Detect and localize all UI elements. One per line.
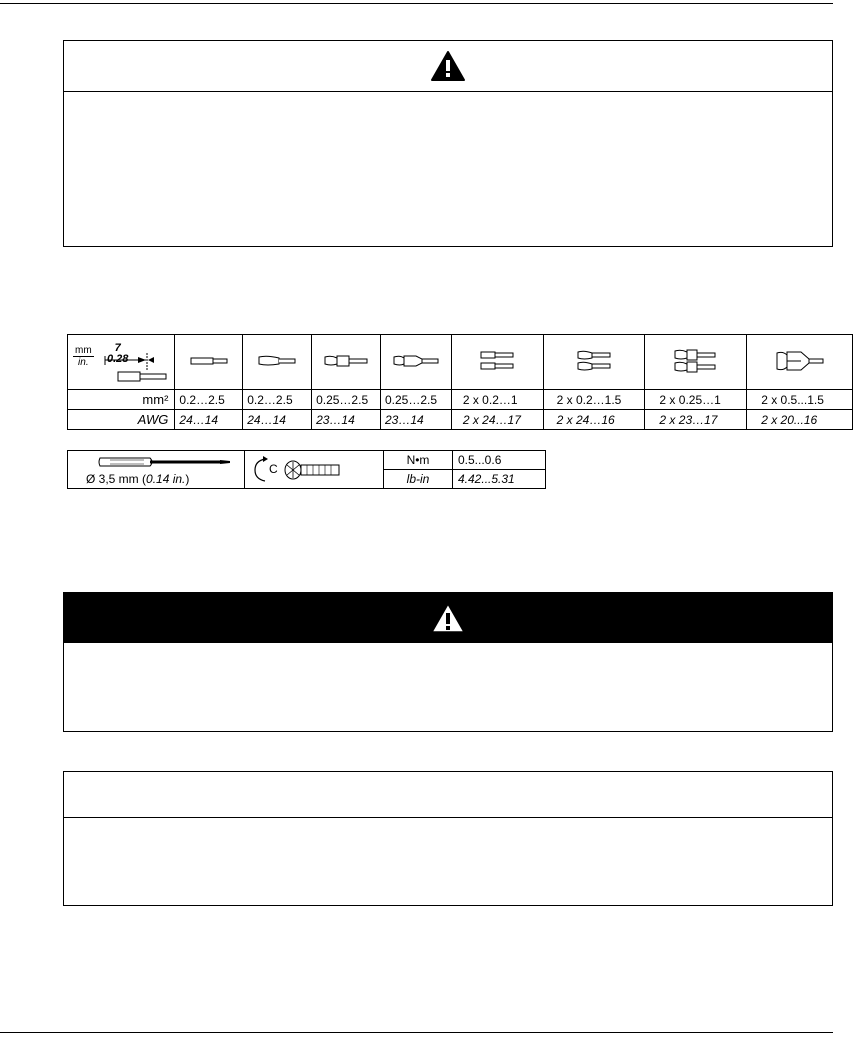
solid-wire-icon <box>189 355 229 367</box>
twin-ferrule-icon <box>775 349 825 373</box>
unit-in-label: in. <box>78 357 89 368</box>
wiring-specification-table <box>67 334 853 430</box>
mm2-cell: 0.25…2.5 <box>312 390 381 410</box>
wire-type-row <box>68 335 853 390</box>
awg-cell: 23…14 <box>312 410 381 430</box>
screwdriver-inch-size: 0.14 in. <box>146 472 186 486</box>
screwdriver-cell <box>68 451 245 489</box>
mm2-cell: 0.25…2.5 <box>380 390 451 410</box>
insulated-ferrule-cell <box>380 335 451 390</box>
hazard-box-header <box>64 593 832 643</box>
screwdriver-metric-size: Ø 3,5 mm ( <box>86 472 147 486</box>
ferrule-wire-cell <box>312 335 381 390</box>
solid-wire-cell <box>175 335 243 390</box>
screwdriver-size-suffix: ) <box>185 472 190 486</box>
top-rule <box>0 3 833 4</box>
insulated-ferrule-icon <box>392 353 440 369</box>
mm2-cell: 2 x 0.25…1 <box>645 390 747 410</box>
strip-length-in: 0.28 <box>107 353 129 365</box>
ferrule-wire-icon <box>323 353 369 369</box>
double-ferrule-cell <box>645 335 747 390</box>
double-solid-wire-icon <box>477 350 517 372</box>
awg-row <box>68 410 853 430</box>
awg-cell: 2 x 20...16 <box>747 410 853 430</box>
notice-box-header <box>64 772 832 818</box>
awg-cell: 24…14 <box>243 410 312 430</box>
screwdriver-size-label <box>86 472 189 486</box>
double-ferrule-icon <box>673 348 719 374</box>
mm2-cell: 2 x 0.2…1 <box>451 390 543 410</box>
double-solid-wire-cell <box>451 335 543 390</box>
tool-torque-table <box>67 450 546 489</box>
notice-box <box>63 771 833 906</box>
awg-cell: 2 x 23…17 <box>645 410 747 430</box>
strip-length-mm: 7 <box>114 342 121 354</box>
torque-unit-metric: N•m <box>384 451 453 470</box>
strip-length-icon <box>68 335 175 389</box>
double-stranded-wire-icon <box>574 350 614 372</box>
torque-unit-imperial: lb-in <box>384 470 453 489</box>
mm2-row <box>68 390 853 410</box>
double-stranded-wire-cell <box>543 335 645 390</box>
hazard-box-warning <box>63 40 833 247</box>
mm2-cell: 0.2…2.5 <box>243 390 312 410</box>
tool-row-metric <box>68 451 546 470</box>
torque-value-imperial: 4.42...5.31 <box>453 470 546 489</box>
mm2-cell: 2 x 0.5...1.5 <box>747 390 853 410</box>
hazard-box-header <box>64 41 832 92</box>
bottom-rule <box>0 1032 833 1033</box>
awg-cell: 24…14 <box>175 410 243 430</box>
warning-triangle-icon <box>430 50 466 82</box>
awg-row-label: AWG <box>68 410 175 430</box>
strip-length-cell <box>68 335 175 390</box>
stranded-wire-icon <box>257 354 297 368</box>
awg-cell: 2 x 24…16 <box>543 410 645 430</box>
torque-value-metric: 0.5...0.6 <box>453 451 546 470</box>
warning-triangle-icon <box>429 601 467 635</box>
unit-mm-label: mm <box>75 345 92 356</box>
mm2-cell: 2 x 0.2…1.5 <box>543 390 645 410</box>
stranded-wire-cell <box>243 335 312 390</box>
awg-cell: 2 x 24…17 <box>451 410 543 430</box>
screw-icon <box>283 459 343 481</box>
tightening-cell <box>245 451 384 489</box>
screwdriver-icon <box>96 454 236 470</box>
mm2-row-label: mm² <box>68 390 175 410</box>
twin-ferrule-cell <box>747 335 853 390</box>
awg-cell: 23…14 <box>380 410 451 430</box>
mm2-cell: 0.2…2.5 <box>175 390 243 410</box>
hazard-box-danger <box>63 592 833 732</box>
rotation-label: C <box>269 462 278 476</box>
